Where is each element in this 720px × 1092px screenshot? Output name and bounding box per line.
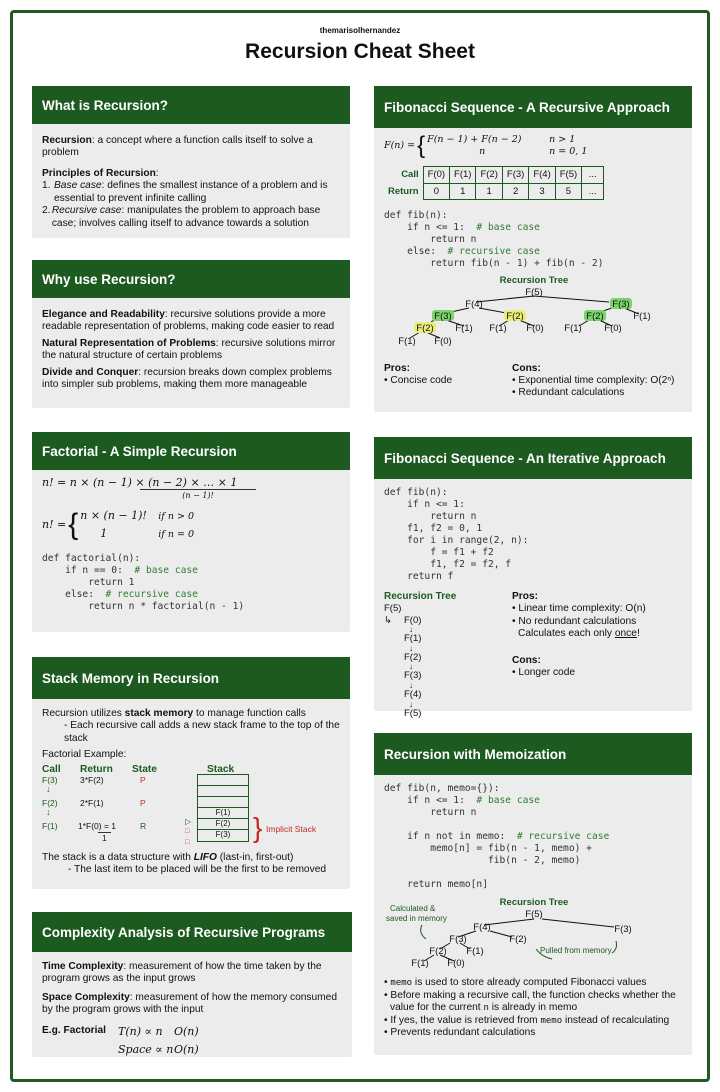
pros-list [384, 375, 512, 387]
card-factorial [32, 432, 350, 632]
card-body [32, 298, 350, 400]
factorial-formula: n! = n × (n − 1) × (n − 2) × … × 1 [42, 476, 238, 489]
code-line [384, 855, 682, 867]
iterative-tree [384, 591, 512, 719]
card-body [374, 128, 692, 408]
brace-icon: } [253, 811, 263, 843]
code-line [384, 795, 682, 807]
tree-title: Recursion Tree [499, 275, 569, 287]
list-item: • Redundant calculations [512, 387, 625, 399]
definition: : measurement of how the memory consumed by the program grows with the input [42, 991, 338, 1016]
list-text: If yes, the value is retrieved from [390, 1014, 541, 1026]
card-body [374, 479, 692, 727]
call-cell: F(1) [450, 167, 476, 184]
col-header: Call [42, 763, 61, 775]
sub-text: - Each recursive call adds a new stack frame to the top of the stack [64, 720, 340, 744]
code-text: if n not in memo: [384, 830, 517, 842]
implicit-stack-label: Implicit Stack [266, 823, 317, 834]
text: The stack is a data structure with [42, 851, 194, 863]
state-cell: R [140, 820, 147, 831]
call-cell: F(3) [42, 774, 58, 785]
code-comment: # base case [476, 794, 540, 806]
code-line [384, 499, 682, 511]
definition: : manipulates the problem to approach base case; involves calling itself to advance towards a solution [51, 205, 321, 229]
tree-node: F(4) [404, 688, 422, 700]
term: Divide and Conquer [42, 366, 139, 378]
col-header: State [132, 763, 157, 775]
arrow-down-icon: ↓ [409, 643, 413, 653]
time-expr: T(n) ∝ n [118, 1024, 163, 1038]
inline-code: n [483, 1003, 489, 1014]
list-item: • Exponential time complexity: O(2ⁿ) [512, 374, 675, 386]
note-saved [386, 904, 447, 923]
code-line [384, 571, 682, 583]
case-cond: if n = 0 [158, 528, 194, 540]
code-text: else: [42, 588, 106, 600]
text: (last-in, first-out) [216, 851, 294, 863]
tree-node: F(2) [586, 311, 604, 323]
tree-node: F(0) [447, 957, 465, 969]
card-header: Factorial - A Simple Recursion [32, 432, 350, 470]
code-text: def factorial(n): [42, 552, 141, 564]
subheading: Principles of Recursion [42, 167, 156, 179]
case-cond: n > 1 [549, 134, 576, 146]
card-body [32, 699, 350, 885]
tree-node: F(1) [404, 633, 422, 645]
card-body [32, 470, 350, 621]
list-text: is already in memo [488, 1002, 578, 1014]
code-line [384, 819, 682, 831]
cons-label: Cons: [512, 654, 541, 666]
definition: : recursive solutions provide a more readable representation of problems, making code easier to read [42, 309, 335, 333]
definition: : defines the smallest instance of a problem and is essential to prevent infinite calling [54, 180, 328, 204]
term: Base case [54, 180, 102, 192]
return-value: 1 [98, 832, 111, 843]
stack-frame: F(1) [198, 808, 248, 819]
card-why-recursion [32, 260, 350, 408]
pending-square-icon: □ [185, 838, 190, 846]
tree-node: F(1) [455, 323, 473, 335]
lhs: n! = [42, 518, 67, 532]
fib-table [384, 166, 604, 200]
case-cond: n = 0, 1 [549, 146, 588, 157]
code-text: return n * factorial(n - 1) [42, 600, 245, 612]
term: Elegance and Readability [42, 309, 165, 320]
card-body: Recursion: a concept where a function calls itself to solve a problem Principles of Recursion: 1. Base case: defines the smallest instance of a problem and is essential to prevent infinite calling 2. Recursive case: manipulates the problem to approach base case; involves calling itself to advance towards a solution [42, 135, 328, 229]
tree-node: F(2) [429, 945, 447, 957]
code-line [384, 222, 682, 234]
code-line [384, 487, 682, 499]
code-text: return memo[n] [384, 878, 488, 890]
return-cell: 1 [450, 183, 476, 200]
cons-list [512, 375, 674, 400]
code-line [384, 807, 682, 819]
pros-label: Pros: [384, 362, 411, 374]
tree-node: F(5) [525, 287, 543, 299]
tree-node: F(1) [411, 957, 429, 969]
text: Recursion utilizes [42, 708, 125, 719]
arrow-down-icon: ↓ [409, 625, 413, 635]
tree-node: F(5) [404, 707, 422, 719]
case-expr: 1 [100, 526, 108, 540]
list-item: • Prevents redundant calculations [384, 1027, 536, 1039]
list-item: • Before making a recursive call, the function checks whether the value for the current n is already in memo [384, 989, 676, 1014]
example-label: Factorial Example: [42, 749, 127, 761]
stack-diagram [42, 762, 340, 852]
stack-frame: F(2) [198, 819, 248, 830]
return-cell: 3 [529, 183, 555, 200]
code-line [384, 547, 682, 559]
card-header: Stack Memory in Recursion [32, 657, 350, 699]
emphasis: once [614, 628, 637, 640]
list-item: • memo is used to store already computed Fibonacci values [384, 977, 647, 989]
list-text: instead of recalculating [562, 1014, 670, 1026]
code-text: return fib(n - 1) + fib(n - 2) [384, 258, 604, 270]
tree-node: F(0) [604, 323, 622, 335]
pointer-triangle-icon: ▷ [185, 816, 192, 826]
code-text: def fib(n): [384, 487, 448, 498]
tree-node: F(3) [434, 311, 452, 323]
card-stack-memory [32, 657, 350, 889]
list-item: • Longer code [512, 667, 576, 679]
return-cell: 1*F(0) = 1 [78, 820, 117, 831]
code-text: f1, f2 = 0, 1 [384, 522, 483, 534]
tree-node: F(1) [633, 311, 651, 323]
tree-node: F(5) [384, 603, 402, 615]
sub-text: - The last item to be placed will be the first to be removed [68, 864, 327, 876]
term: Natural Representation of Problems [42, 337, 216, 349]
return-cell: 2 [502, 183, 528, 200]
piecewise-definition: n! = { n × (n − 1)! if n > 0 1 if n = 0 [42, 508, 194, 542]
list-text: is used to store already computed Fibonacci values [412, 977, 647, 989]
code-comment: # recursive case [105, 588, 198, 600]
call-cell: F(0) [423, 167, 449, 184]
pending-square-icon: □ [185, 827, 190, 835]
tree-node: F(3) [614, 923, 632, 935]
code-line [384, 210, 682, 222]
code-comment: # recursive case [516, 830, 610, 842]
list-num: 1. [42, 180, 51, 192]
fib-recursion-tree [384, 274, 684, 356]
note-pulled: Pulled from memory [540, 945, 612, 955]
call-cell: F(4) [529, 167, 555, 184]
inline-code: memo [390, 978, 413, 989]
call-cell: F(2) [476, 167, 502, 184]
definition: : a concept where a function calls itself to solve a problem [42, 135, 313, 159]
code-text: def fib(n, memo={}): [384, 783, 500, 794]
term: Recursive case [51, 205, 122, 217]
code-line [384, 535, 682, 547]
code-block [384, 487, 682, 583]
code-line [384, 559, 682, 571]
tree-node: F(4) [465, 299, 483, 311]
call-cell: F(2) [42, 797, 58, 808]
fib-definition: F(n) = { F(n − 1) + F(n − 2) n > 1 n n = 0, 1 [384, 132, 588, 159]
tree-node: F(3) [404, 670, 422, 682]
cons-label: Cons: [512, 362, 541, 374]
list-text: Concise code [390, 374, 453, 386]
definition: : measurement of how the time taken by the program grows as the input grows [42, 961, 322, 985]
definition: : recursion breaks down complex problems into simpler sub problems, making them more manageable [42, 366, 332, 391]
code-line [384, 831, 682, 843]
call-cell: ... [582, 167, 604, 184]
text: ! [636, 628, 640, 640]
case-expr: n × (n − 1)! [80, 509, 147, 523]
code-block [384, 783, 682, 891]
code-text: if n <= 1: [384, 222, 477, 234]
code-block [42, 553, 340, 613]
tree-node: F(1) [489, 323, 507, 335]
memo-bullets [384, 977, 682, 1039]
code-text: return n [384, 806, 477, 818]
arrow-down-icon: ↓ [409, 680, 413, 690]
tree-node: F(5) [525, 908, 543, 920]
card-header: Fibonacci Sequence - A Recursive Approach [374, 86, 692, 128]
call-cell: F(5) [555, 167, 581, 184]
tree-node: F(1) [466, 945, 484, 957]
code-text: fib(n - 2, memo) [384, 854, 581, 866]
card-fib-recursive [374, 86, 692, 412]
space-expr: Space ∝ n [118, 1043, 174, 1057]
col-header: Return [80, 763, 113, 775]
card-body [374, 775, 692, 1047]
card-complexity [32, 912, 352, 1057]
tree-node: F(0) [526, 323, 544, 335]
code-line [384, 511, 682, 523]
code-line [384, 523, 682, 535]
code-line [42, 601, 340, 613]
return-cell: 1 [476, 183, 502, 200]
list-text: Exponential time complexity: O(2ⁿ) [518, 374, 675, 386]
code-line [384, 258, 682, 270]
state-cell: P [140, 774, 146, 785]
arrow-down-icon: ↓ [46, 806, 51, 817]
time-big-o: O(n) [174, 1024, 199, 1038]
return-cell: 0 [423, 183, 449, 200]
tree-node: F(1) [398, 336, 416, 348]
arrow-down-icon: ↓ [409, 699, 413, 709]
pros-cons [384, 363, 682, 400]
card-header: Recursion with Memoization [374, 733, 692, 775]
list-text: Linear time complexity: O(n) [518, 603, 646, 615]
text: to manage function calls [193, 708, 306, 719]
tree-node: F(1) [564, 323, 582, 335]
call-cell: F(1) [42, 820, 58, 831]
definition: : recursive solutions mirror the natural structure of certain problems [42, 337, 336, 362]
term: LIFO [193, 851, 217, 863]
code-line [42, 565, 340, 577]
case-expr: n [479, 146, 486, 157]
term: stack memory [124, 708, 194, 719]
code-text: f = f1 + f2 [384, 546, 494, 558]
card-header: Why use Recursion? [32, 260, 350, 298]
list-item: • No redundant calculations [512, 615, 637, 627]
code-line [384, 843, 682, 855]
tree-node: F(2) [506, 311, 524, 323]
lhs: F(n) = [384, 140, 416, 152]
code-text: return 1 [42, 576, 135, 588]
pros-list [512, 603, 646, 628]
note-saved-line: saved in memory [386, 913, 447, 923]
return-cell: ... [582, 183, 604, 200]
example-label: E.g. Factorial [42, 1024, 106, 1036]
code-line [42, 577, 340, 589]
code-line [384, 246, 682, 258]
row-label: Call [401, 169, 419, 180]
code-text: for i in range(2, n): [384, 534, 529, 546]
page-title: Recursion Cheat Sheet [245, 40, 475, 63]
return-cell: 5 [555, 183, 581, 200]
stack-frame: F(3) [215, 829, 231, 839]
list-text: Before making a recursive call, the function checks whether the value for the current [390, 989, 676, 1014]
code-text: return n [384, 510, 477, 522]
code-text: memo[n] = fib(n - 1, memo) + [384, 842, 592, 854]
space-big-o: O(n) [174, 1043, 199, 1057]
list-text: No redundant calculations [518, 615, 637, 627]
list-num: 2. [42, 205, 51, 217]
list-text: Prevents redundant calculations [390, 1027, 536, 1039]
tree-title: Recursion Tree [499, 896, 569, 908]
tree-title: Recursion Tree [384, 590, 457, 602]
card-header: What is Recursion? [32, 86, 350, 124]
arrow-down-icon: ↓ [46, 783, 51, 794]
card-fib-iterative [374, 437, 692, 719]
state-cell: P [140, 797, 146, 808]
card-header: Fibonacci Sequence - An Iterative Approach [374, 437, 692, 479]
code-line [42, 589, 340, 601]
card-body [32, 952, 352, 1066]
code-line [384, 234, 682, 246]
list-text: Longer code [518, 667, 576, 679]
memo-recursion-tree [384, 895, 684, 971]
list-text: Redundant calculations [518, 387, 625, 399]
arrow-right-icon: ↳ [384, 614, 392, 626]
code-text: else: [384, 246, 448, 258]
code-text: def fib(n): [384, 210, 448, 222]
code-block [384, 210, 682, 270]
code-line [384, 867, 682, 879]
code-comment: # base case [476, 222, 540, 234]
code-comment: # recursive case [447, 246, 540, 258]
col-header: Stack [207, 763, 235, 775]
text: Calculates each only [518, 628, 615, 640]
tree-node: F(0) [404, 614, 422, 626]
case-expr: F(n − 1) + F(n − 2) [427, 134, 522, 146]
code-text: f1, f2 = f2, f [384, 558, 512, 570]
tree-node: F(4) [473, 921, 491, 933]
code-text: if n == 0: [42, 564, 135, 576]
list-item: • Concise code [384, 374, 453, 386]
pros-label: Pros: [512, 590, 539, 602]
call-cell: F(3) [502, 167, 528, 184]
code-line [42, 553, 340, 565]
code-comment: # base case [134, 564, 198, 576]
code-text: if n <= 1: [384, 498, 465, 510]
stack-frames [197, 774, 249, 842]
brace-label: (n − 1)! [140, 489, 256, 501]
term: Time Complexity [42, 961, 124, 972]
return-cell: 3*F(2) [80, 774, 104, 785]
term: Recursion [42, 135, 92, 146]
tree-node: F(3) [612, 299, 630, 311]
note-saved-line: Calculated & [390, 903, 436, 913]
card-header: Complexity Analysis of Recursive Programs [32, 912, 352, 952]
list-item: • If yes, the value is retrieved from memo instead of recalculating [384, 1014, 670, 1026]
arrow-down-icon: ↓ [409, 662, 413, 672]
list-item: • Linear time complexity: O(n) [512, 603, 646, 615]
case-cond: if n > 0 [158, 511, 194, 523]
tree-node: F(2) [404, 651, 422, 663]
code-line [384, 879, 682, 891]
tree-node: F(3) [449, 933, 467, 945]
card-memoization [374, 733, 692, 1055]
code-text: return f [384, 570, 454, 582]
inline-code: memo [540, 1015, 563, 1026]
card-what-is-recursion [32, 86, 350, 238]
tree-node: F(2) [509, 933, 527, 945]
return-cell: 2*F(1) [80, 797, 104, 808]
code-text: return n [384, 234, 477, 246]
author-handle: themarisolhernandez [319, 26, 401, 35]
row-label: Return [388, 185, 419, 197]
code-line [384, 783, 682, 795]
tree-node: F(2) [416, 323, 434, 335]
code-text: if n <= 1: [384, 794, 477, 806]
cons-list [512, 667, 646, 679]
tree-node: F(0) [434, 336, 452, 348]
term: Space Complexity [42, 991, 130, 1003]
